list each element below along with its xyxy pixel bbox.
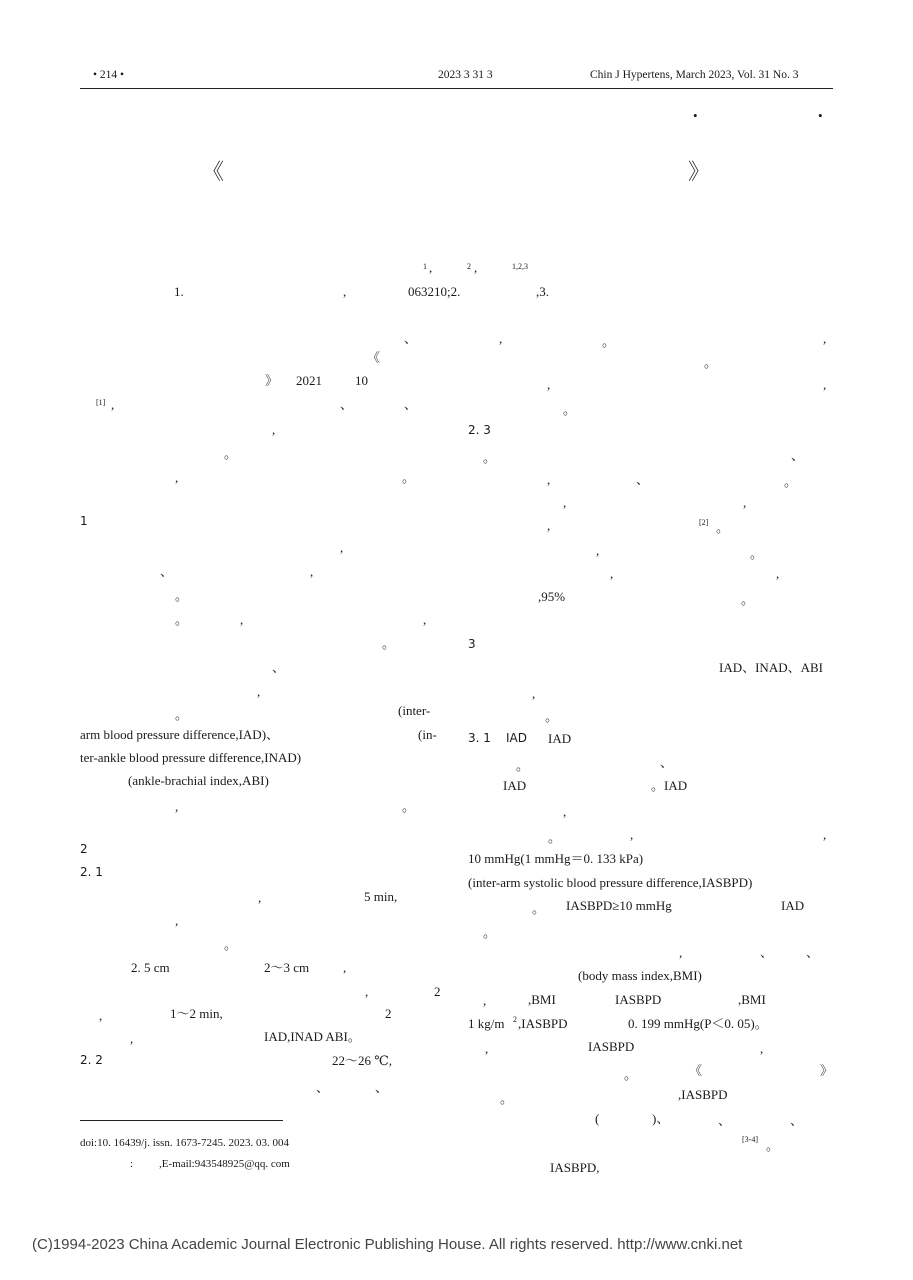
- page-number: • 214 •: [93, 69, 125, 81]
- author-email: ,E-mail:943548925@qq. com: [159, 1158, 290, 1170]
- right-text: 、: [660, 755, 674, 770]
- right-text: ,: [610, 566, 614, 581]
- right-text: 。: [750, 546, 764, 561]
- right-text: 。IAD: [651, 778, 688, 793]
- left-text: ,: [340, 540, 344, 555]
- journal-cn-date: 2023 3 31 3: [438, 69, 493, 81]
- right-text: 10 mmHg(1 mmHg＝0. 133 kPa): [468, 851, 644, 866]
- left-text: 。: [175, 707, 189, 722]
- section-2-heading: 2: [80, 842, 88, 856]
- right-text: ,IASBPD: [518, 1016, 568, 1031]
- left-text: 、: [340, 397, 354, 412]
- superscript: 2: [513, 1015, 517, 1024]
- left-text: ,: [111, 397, 115, 412]
- right-text: 1 kg/m: [468, 1016, 505, 1031]
- right-text: ,: [547, 377, 551, 392]
- left-text: ,: [240, 612, 244, 627]
- left-text: 。: [175, 588, 189, 603]
- right-text: 。: [704, 355, 718, 370]
- left-text: 2: [434, 984, 441, 999]
- right-text: (: [595, 1111, 600, 1126]
- right-text: IASBPD: [615, 992, 662, 1007]
- footnote-rule: [80, 1120, 283, 1121]
- left-text: ,: [175, 470, 179, 485]
- left-text: ,: [175, 799, 179, 814]
- term-inter: (inter-: [398, 703, 431, 718]
- right-text: 。: [483, 450, 497, 465]
- title-close-bracket: 》: [688, 159, 711, 184]
- right-text: ,: [823, 377, 827, 392]
- term-abi: (ankle-brachial index,ABI): [128, 773, 269, 788]
- left-text: 2～3 cm: [264, 960, 310, 975]
- header-dot-left: •: [693, 108, 698, 123]
- right-text: ,: [630, 827, 634, 842]
- right-text: IAD: [503, 778, 527, 793]
- copyright-footer: (C)1994-2023 China Academic Journal Electronic Publishing House. All rights reserved. http://www.cnki.net: [32, 1236, 743, 1253]
- left-text: ,: [365, 984, 369, 999]
- term-iad: arm blood pressure difference,IAD)、: [80, 727, 280, 742]
- right-text: ,: [760, 1041, 764, 1056]
- right-text: 。: [602, 334, 616, 349]
- right-text: 、: [790, 1113, 804, 1128]
- left-text: 2: [385, 1006, 392, 1021]
- right-text: 、: [791, 448, 805, 463]
- citation: [3-4]: [742, 1135, 758, 1144]
- right-text: ,: [532, 686, 536, 701]
- right-text: ,BMI: [738, 992, 766, 1007]
- right-text: ,: [547, 518, 551, 533]
- left-text: ,: [423, 612, 427, 627]
- right-text: IASBPD: [588, 1039, 635, 1054]
- left-text: ,: [130, 1031, 134, 1046]
- section-3-1-num: 3. 1: [468, 731, 491, 745]
- left-text: 。: [402, 470, 416, 485]
- right-text: ,: [823, 827, 827, 842]
- left-text: 。: [224, 937, 238, 952]
- right-text: 。: [624, 1067, 638, 1082]
- section-2-3-heading: 2. 3: [468, 423, 491, 437]
- right-text: IASBPD≥10 mmHg: [566, 898, 672, 913]
- affil-num: 1.: [174, 284, 184, 299]
- affil-three: ,3.: [536, 284, 549, 299]
- left-text: IAD,INAD ABI。: [264, 1029, 361, 1044]
- right-text: 、: [718, 1113, 732, 1128]
- right-text: 0. 199 mmHg(P＜0. 05)。: [628, 1016, 768, 1031]
- right-text: 。: [766, 1138, 780, 1153]
- right-text: (inter-arm systolic blood pressure difference,IASBPD): [468, 875, 753, 890]
- right-text: ,: [485, 1041, 489, 1056]
- section-1-heading: 1: [80, 514, 88, 528]
- right-text: 、: [636, 472, 650, 487]
- author-sup-1: 1: [423, 262, 427, 271]
- right-text: ,95%: [538, 589, 566, 604]
- right-text: 。: [516, 758, 530, 773]
- left-text: 、: [160, 564, 174, 579]
- right-text: IAD: [781, 898, 805, 913]
- right-text: ,: [547, 472, 551, 487]
- left-text: 。: [382, 636, 396, 651]
- left-text: 。: [175, 612, 189, 627]
- left-text: 、: [316, 1080, 330, 1095]
- title-open-bracket: 《: [202, 159, 225, 184]
- left-text: 10: [355, 373, 368, 388]
- affil-code: 063210;2.: [408, 284, 461, 299]
- left-text: ,: [310, 564, 314, 579]
- term-in: (in-: [418, 727, 437, 742]
- left-text: ,: [272, 422, 276, 437]
- right-text: ,: [596, 543, 600, 558]
- right-text: )、: [652, 1111, 670, 1126]
- section-3-heading: 3: [468, 637, 476, 651]
- citation: [1]: [96, 398, 106, 407]
- right-text: 。: [716, 520, 730, 535]
- left-text: 1～2 min,: [170, 1006, 223, 1021]
- right-text: ,IASBPD: [678, 1087, 728, 1102]
- right-text: ,BMI: [528, 992, 556, 1007]
- left-text: ,: [175, 913, 179, 928]
- left-text: 、: [404, 331, 418, 346]
- left-text: 、: [404, 397, 418, 412]
- right-text: 。: [500, 1091, 514, 1106]
- right-text: 。: [532, 901, 546, 916]
- right-text: ,: [776, 566, 780, 581]
- left-text: ,: [257, 684, 261, 699]
- header-rule: [80, 88, 833, 89]
- right-text: ,: [483, 993, 487, 1008]
- right-text: ,: [499, 331, 503, 346]
- left-text: ,: [99, 1008, 103, 1023]
- section-3-1-iad: IAD: [506, 731, 527, 745]
- author-comma-1: ,: [429, 260, 433, 275]
- right-text: 《: [689, 1063, 703, 1078]
- left-text: 2021: [296, 373, 322, 388]
- section-2-2-heading: 2. 2: [80, 1053, 103, 1067]
- left-text: 、: [272, 660, 286, 675]
- author-comma-2: ,: [474, 260, 478, 275]
- header-dot-right: •: [818, 108, 823, 123]
- left-text: ,: [258, 890, 262, 905]
- section-2-1-heading: 2. 1: [80, 865, 103, 879]
- right-text: ,: [563, 804, 567, 819]
- left-text: 22～26 ℃,: [332, 1053, 393, 1068]
- affil-comma: ,: [343, 284, 347, 299]
- journal-en: Chin J Hypertens, March 2023, Vol. 31 No. 3: [590, 69, 799, 81]
- right-text: 、: [760, 945, 774, 960]
- left-text: 2. 5 cm: [131, 960, 170, 975]
- right-text: 。: [548, 830, 562, 845]
- right-text: 。: [563, 402, 577, 417]
- right-text: 、: [806, 945, 820, 960]
- left-text: ,: [343, 960, 347, 975]
- left-text: 。: [402, 799, 416, 814]
- right-text: IASBPD,: [550, 1160, 600, 1175]
- citation: [2]: [699, 518, 709, 527]
- footnote-colon: :: [130, 1158, 134, 1170]
- left-text: 》: [265, 373, 279, 388]
- right-text: ,: [563, 495, 567, 510]
- right-text: ,: [743, 495, 747, 510]
- right-text: ,: [679, 945, 683, 960]
- left-text: 。: [224, 446, 238, 461]
- right-text: 》: [820, 1063, 834, 1078]
- term-inad: ter-ankle blood pressure difference,INAD): [80, 750, 302, 765]
- doi: doi:10. 16439/j. issn. 1673-7245. 2023. 03. 004: [80, 1137, 290, 1149]
- section-3-1-iad-2: IAD: [548, 731, 572, 746]
- right-text: ,: [823, 331, 827, 346]
- right-text: 。: [741, 592, 755, 607]
- right-text: 。: [483, 925, 497, 940]
- author-sup-2: 2: [467, 262, 471, 271]
- left-text: 《: [367, 350, 381, 365]
- right-text: 。: [545, 709, 559, 724]
- left-text: 5 min,: [364, 889, 398, 904]
- right-text: (body mass index,BMI): [578, 968, 702, 983]
- right-text: 。: [784, 474, 798, 489]
- left-text: 、: [375, 1080, 389, 1095]
- author-sup-3: 1,2,3: [512, 262, 528, 271]
- right-text: IAD、INAD、ABI: [719, 660, 823, 675]
